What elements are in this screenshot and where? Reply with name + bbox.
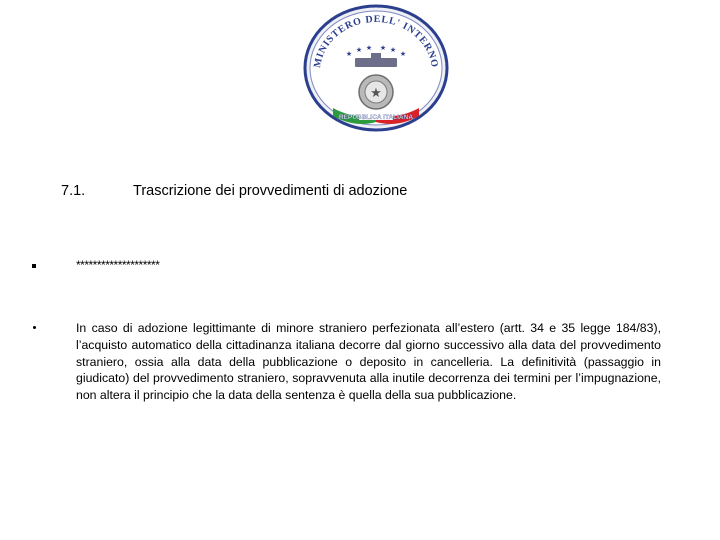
bullet-dot-icon	[33, 326, 36, 329]
section-heading	[61, 183, 581, 205]
section-number: 7.1.	[61, 183, 86, 199]
logo-emblem-icon	[359, 75, 393, 109]
svg-text:★: ★	[399, 50, 407, 58]
svg-text:★: ★	[370, 86, 382, 101]
svg-text:★: ★	[355, 46, 363, 54]
bullet-square-icon	[32, 264, 36, 268]
svg-text:REPUBBLICA ITALIANA: REPUBBLICA ITALIANA	[338, 114, 414, 121]
svg-text:★: ★	[345, 50, 353, 58]
svg-text:★: ★	[365, 44, 373, 52]
svg-text:★: ★	[389, 46, 397, 54]
ministero-interno-logo	[303, 2, 449, 132]
svg-text:★: ★	[379, 44, 387, 52]
section-title: Trascrizione dei provvedimenti di adozione	[133, 183, 408, 199]
logo-arc-text: MINISTERO DELL' INTERNO	[312, 13, 440, 69]
list-item-placeholder: ********************	[76, 258, 160, 272]
list-item-paragraph: In caso di adozione legittimante di minore straniero perfezionata all’estero (artt. 34 e 35 legge 184/83), l’acquisto automatico della cittadinanza italiana decorre dal giorno successivo alla data del provvedimento straniero, ossia alla data della pubblicazione o deposito in cancelleria. La definitività (passaggio in giudicato) del provvedimento straniero, sopravvenuta alla inutile decorrenza dei termini per l’impugnazione, non altera il principio che la data della sentenza è quella della sua pubblicazione.	[76, 321, 661, 403]
